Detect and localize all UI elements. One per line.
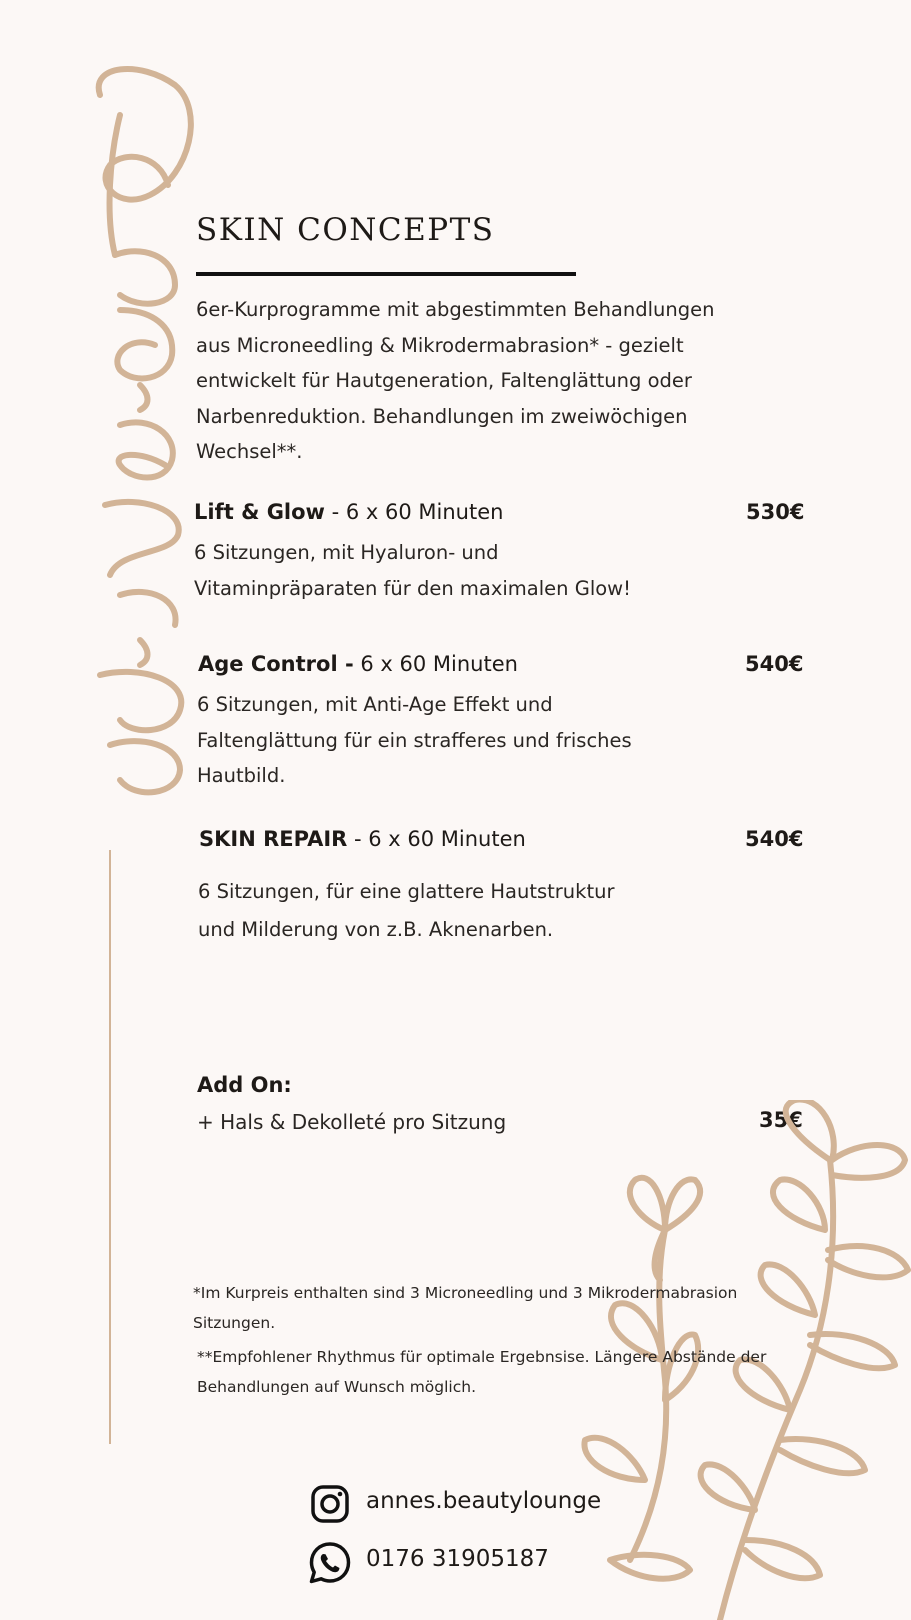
addon-price: 35€	[759, 1108, 803, 1132]
addon-title: Add On:	[197, 1073, 292, 1097]
phone-number[interactable]: 0176 31905187	[366, 1546, 549, 1572]
footnote-1: *Im Kurpreis enthalten sind 3 Microneedling und 3 Mikrodermabrasion Sitzungen.	[193, 1284, 738, 1332]
title-underline	[196, 272, 576, 276]
item-duration: - 6 x 60 Minuten	[324, 500, 504, 524]
item-age-control-description: 6 Sitzungen, mit Anti-Age Effekt und Faltenglättung für ein strafferes und frisches Hautbild.	[197, 693, 632, 787]
item-skin-repair-heading	[199, 827, 526, 851]
item-skin-repair-price: 540€	[745, 827, 804, 851]
item-lift-glow-heading	[194, 500, 503, 524]
item-lift-glow-description: 6 Sitzungen, mit Hyaluron- und Vitaminpräparaten für den maximalen Glow!	[194, 541, 631, 600]
preisliste-script-graphic	[80, 55, 200, 805]
addon-description: + Hals & Dekolleté pro Sitzung	[197, 1110, 507, 1134]
intro-text: 6er-Kurprogramme mit abgestimmten Behandlungen aus Microneedling & Mikrodermabrasion* - gezielt entwickelt für Hautgeneration, Faltenglättung oder Narbenreduktion. Behandlungen im zweiwöchigen Wechsel**.	[196, 298, 715, 463]
item-duration: - 6 x 60 Minuten	[347, 827, 526, 851]
item-age-control-heading	[198, 652, 518, 676]
page-title: SKIN CONCEPTS	[196, 212, 495, 248]
side-vertical-line	[109, 850, 111, 1444]
item-age-control-price: 540€	[745, 652, 804, 676]
instagram-icon[interactable]	[310, 1484, 350, 1524]
footnote-2: **Empfohlener Rhythmus für optimale Ergebnsise. Längere Abstände der Behandlungen auf Wunsch möglich.	[197, 1348, 767, 1396]
item-name: Lift & Glow	[194, 500, 325, 524]
item-name: SKIN REPAIR	[199, 827, 348, 851]
item-skin-repair-description: 6 Sitzungen, für eine glattere Hautstruktur und Milderung von z.B. Aknenarben.	[198, 880, 615, 941]
instagram-handle[interactable]: annes.beautylounge	[366, 1488, 602, 1514]
whatsapp-icon[interactable]	[308, 1541, 352, 1585]
item-duration: 6 x 60 Minuten	[353, 652, 518, 676]
item-name: Age Control -	[198, 652, 354, 676]
item-lift-glow-price: 530€	[746, 500, 805, 524]
